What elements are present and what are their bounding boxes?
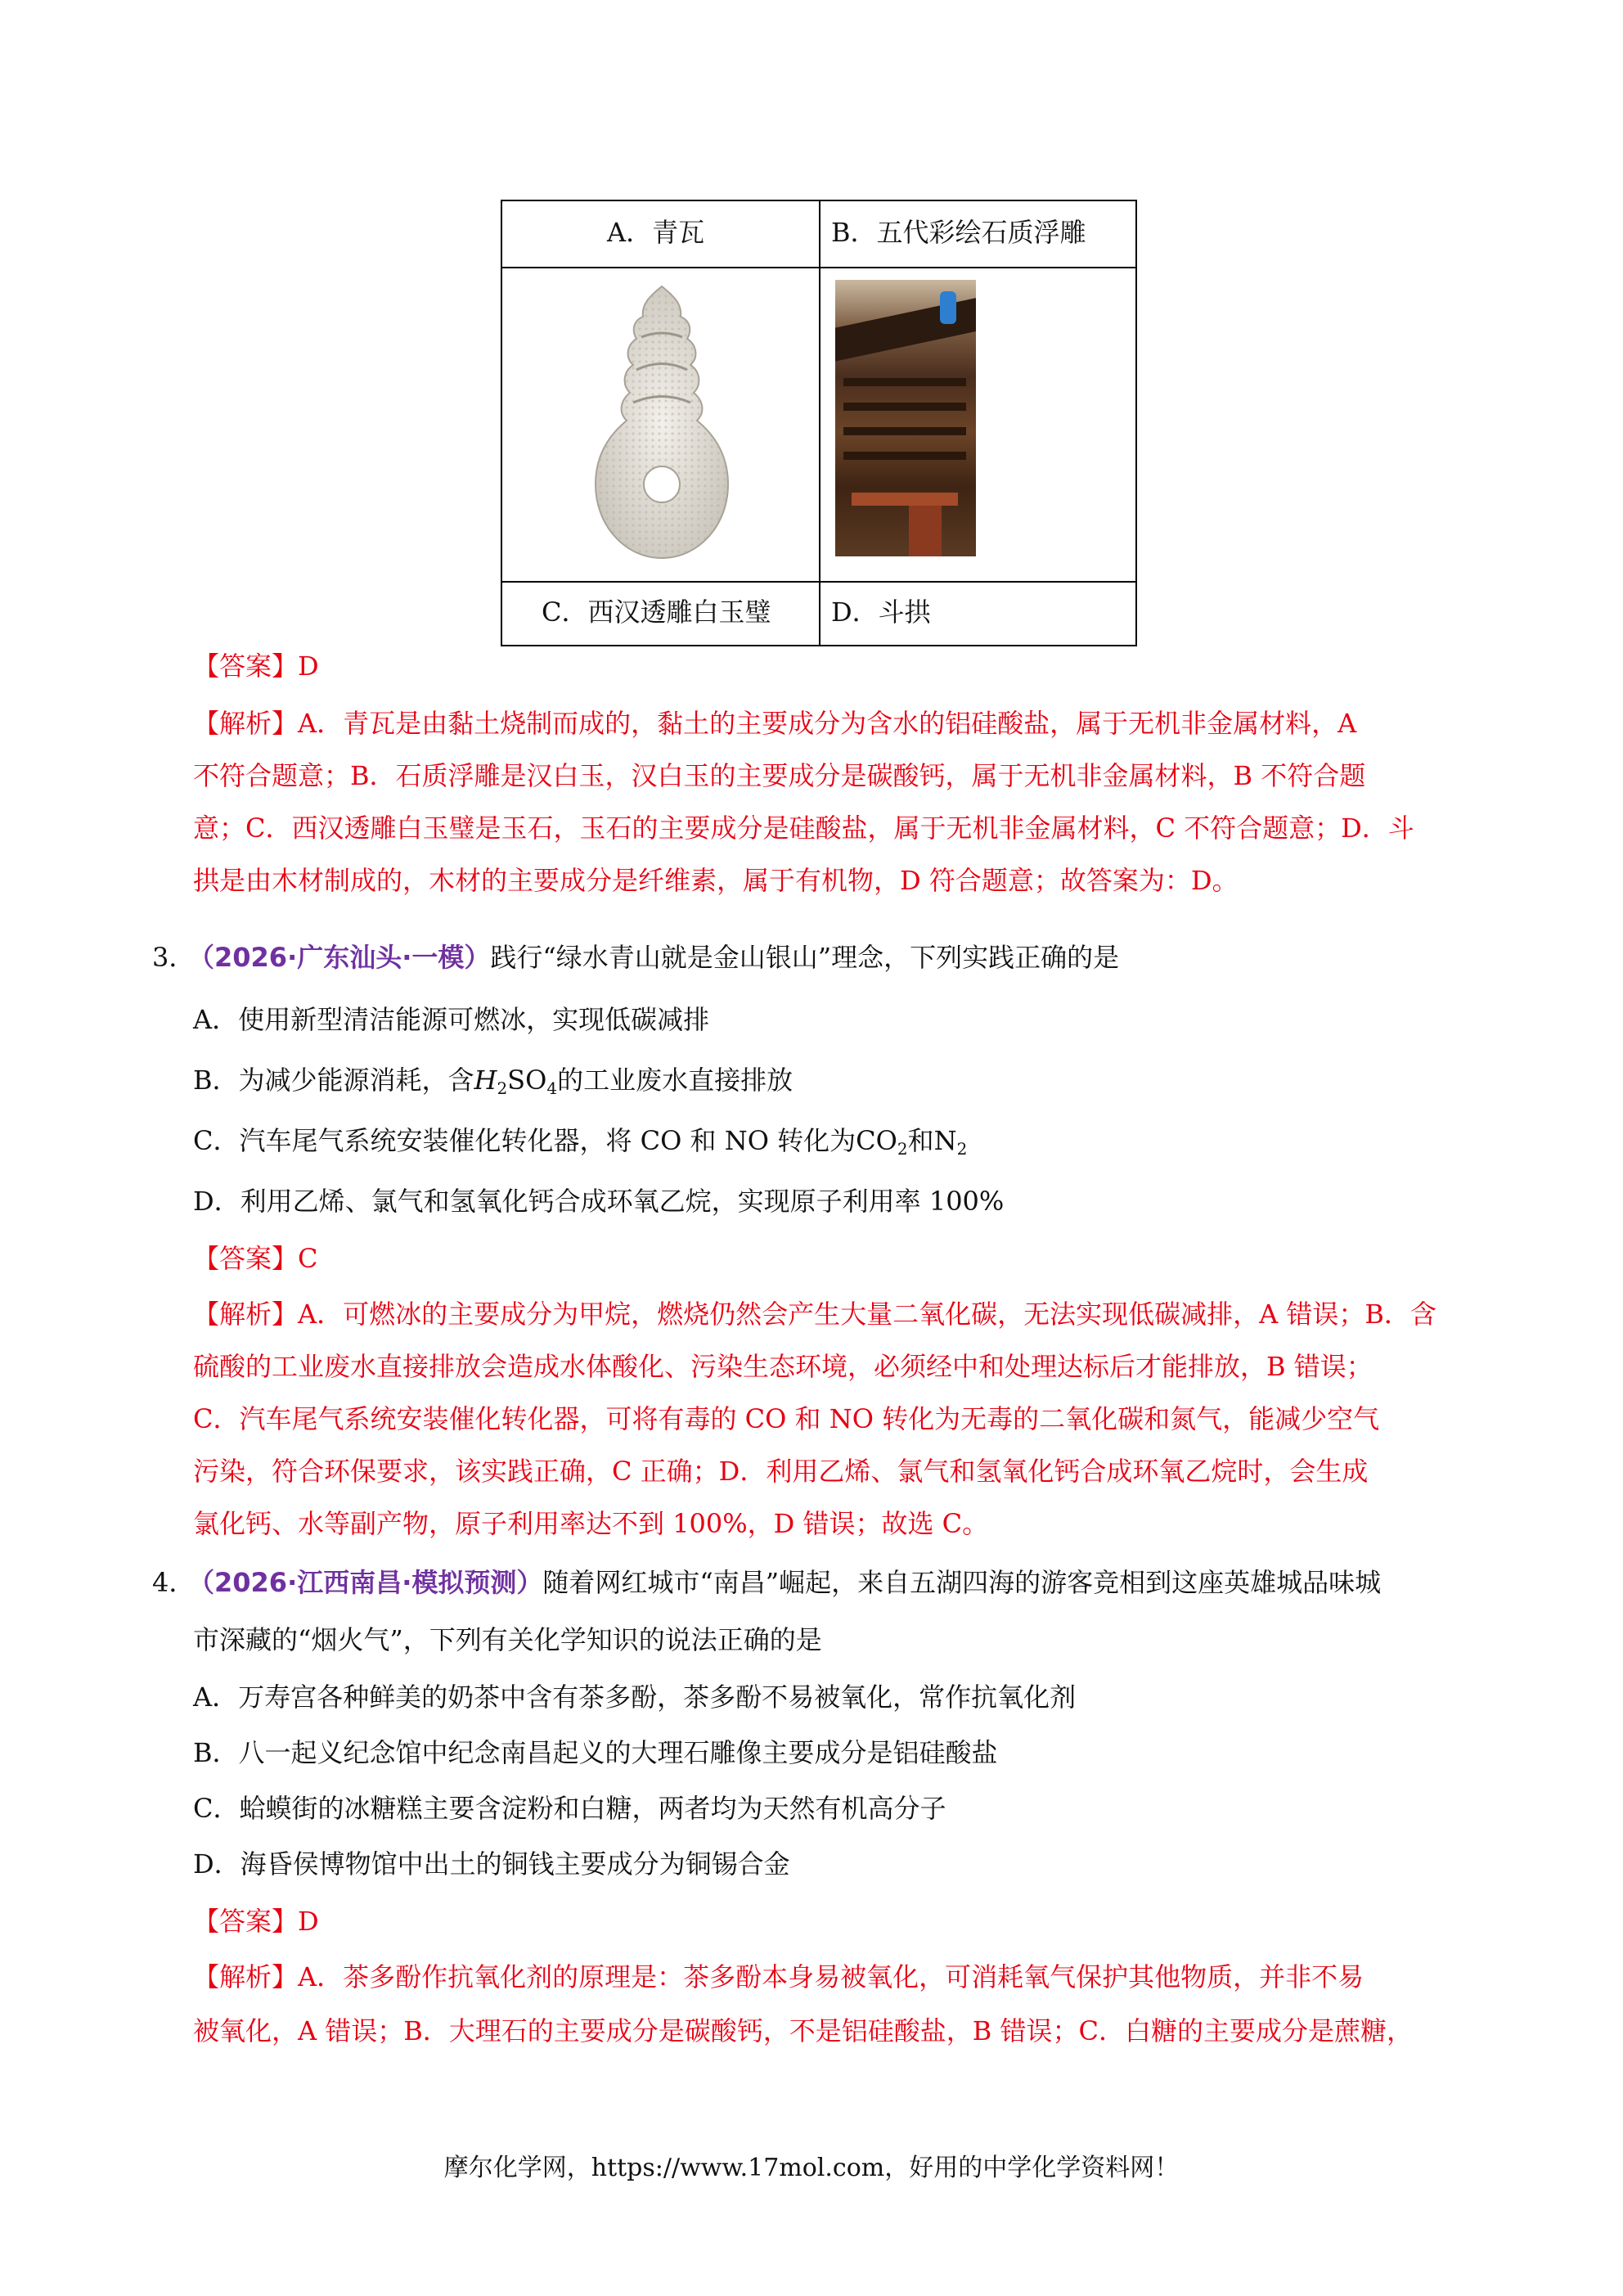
cell-d-label: D．斗拱 [831,597,931,628]
q4-stem [188,1564,1381,1600]
q4-answer: 【答案】D [193,1906,319,1937]
q2-answer: 【答案】D [193,651,319,682]
q4-option-d: D．海昏侯博物馆中出土的铜钱主要成分为铜锡合金 [193,1848,790,1880]
q3-option-a: A．使用新型清洁能源可燃冰，实现低碳减排 [193,1004,710,1035]
options-table [501,200,1137,646]
cell-c-label: C．西汉透雕白玉璧 [542,597,771,628]
q4-stem-cont: 市深藏的“烟火气”，下列有关化学知识的说法正确的是 [193,1624,822,1655]
q2-analysis-line: 不符合题意；B．石质浮雕是汉白玉，汉白玉的主要成分是碳酸钙，属于无机非金属材料，B 不符合题 [193,760,1366,791]
q3-stem [188,939,1119,975]
jade-bi-image [584,280,740,573]
q3-answer: 【答案】C [193,1243,318,1274]
q4-analysis-line: 被氧化，A 错误；B．大理石的主要成分是碳酸钙，不是铝硅酸盐，B 错误；C．白糖的主要成分是蔗糖， [193,2015,1413,2046]
q3-number: 3． [152,942,196,973]
table-divider [502,267,1135,268]
q4-analysis-line: 【解析】A．茶多酚作抗氧化剂的原理是：茶多酚本身易被氧化，可消耗氧气保护其他物质，并非不易 [193,1961,1364,1992]
q4-option-a: A．万寿宫各种鲜美的奶茶中含有茶多酚，茶多酚不易被氧化，常作抗氧化剂 [193,1681,1077,1713]
q3-stem-text: 践行“绿水青山就是金山银山”理念，下列实践正确的是 [490,942,1120,973]
q3-analysis-line: 硫酸的工业废水直接排放会造成水体酸化、污染生态环境，必须经中和处理达标后才能排放，B 错误； [193,1351,1373,1382]
q4-number: 4． [152,1567,196,1598]
dougong-photo [835,280,976,556]
q4-option-c: C．蛤蟆街的冰糖糕主要含淀粉和白糖，两者均为天然有机高分子 [193,1793,946,1824]
q4-option-b: B．八一起义纪念馆中纪念南昌起义的大理石雕像主要成分是铝硅酸盐 [193,1737,998,1768]
q2-analysis-line: 拱是由木材制成的，木材的主要成分是纤维素，属于有机物，D 符合题意；故答案为：D。 [193,865,1239,896]
q3-source: （2026·广东汕头·一模） [188,942,491,973]
table-divider [502,581,1135,583]
page-footer: 摩尔化学网，https://www.17mol.com，好用的中学化学资料网！ [443,2154,1180,2182]
q2-analysis-line: 【解析】A．青瓦是由黏土烧制而成的，黏土的主要成分为含水的铝硅酸盐，属于无机非金属材料，A [193,708,1357,739]
cell-a-label: A．青瓦 [607,217,705,248]
q4-stem-text: 随着网红城市“南昌”崛起，来自五湖四海的游客竞相到这座英雄城品味城 [542,1567,1382,1598]
q3-analysis-line: 氯化钙、水等副产物，原子利用率达不到 100%，D 错误；故选 C。 [193,1508,989,1539]
q3-analysis-line: C．汽车尾气系统安装催化转化器，可将有毒的 CO 和 NO 转化为无毒的二氧化碳和氮气，能减少空气 [193,1403,1380,1434]
q3-option-d: D．利用乙烯、氯气和氢氧化钙合成环氧乙烷，实现原子利用率 100% [193,1186,1005,1217]
q3-option-c: C．汽车尾气系统安装催化转化器，将 CO 和 NO 转化为$CO_2$和$N_2$ [193,1125,968,1159]
q3-option-b: B．为减少能源消耗，含$H_2SO_4$的工业废水直接排放 [193,1065,794,1098]
cell-b-label: B．五代彩绘石质浮雕 [831,217,1086,248]
q3-analysis-line: 【解析】A．可燃冰的主要成分为甲烷，燃烧仍然会产生大量二氧化碳，无法实现低碳减排，A 错误；B．含 [193,1299,1436,1330]
q3-analysis-line: 污染，符合环保要求，该实践正确，C 正确；D．利用乙烯、氯气和氢氧化钙合成环氧乙烷时，会生成 [193,1456,1369,1487]
q2-analysis-line: 意；C．西汉透雕白玉璧是玉石，玉石的主要成分是硅酸盐，属于无机非金属材料，C 不符合题意；D．斗 [193,813,1414,844]
q4-source: （2026·江西南昌·模拟预测） [188,1567,543,1598]
